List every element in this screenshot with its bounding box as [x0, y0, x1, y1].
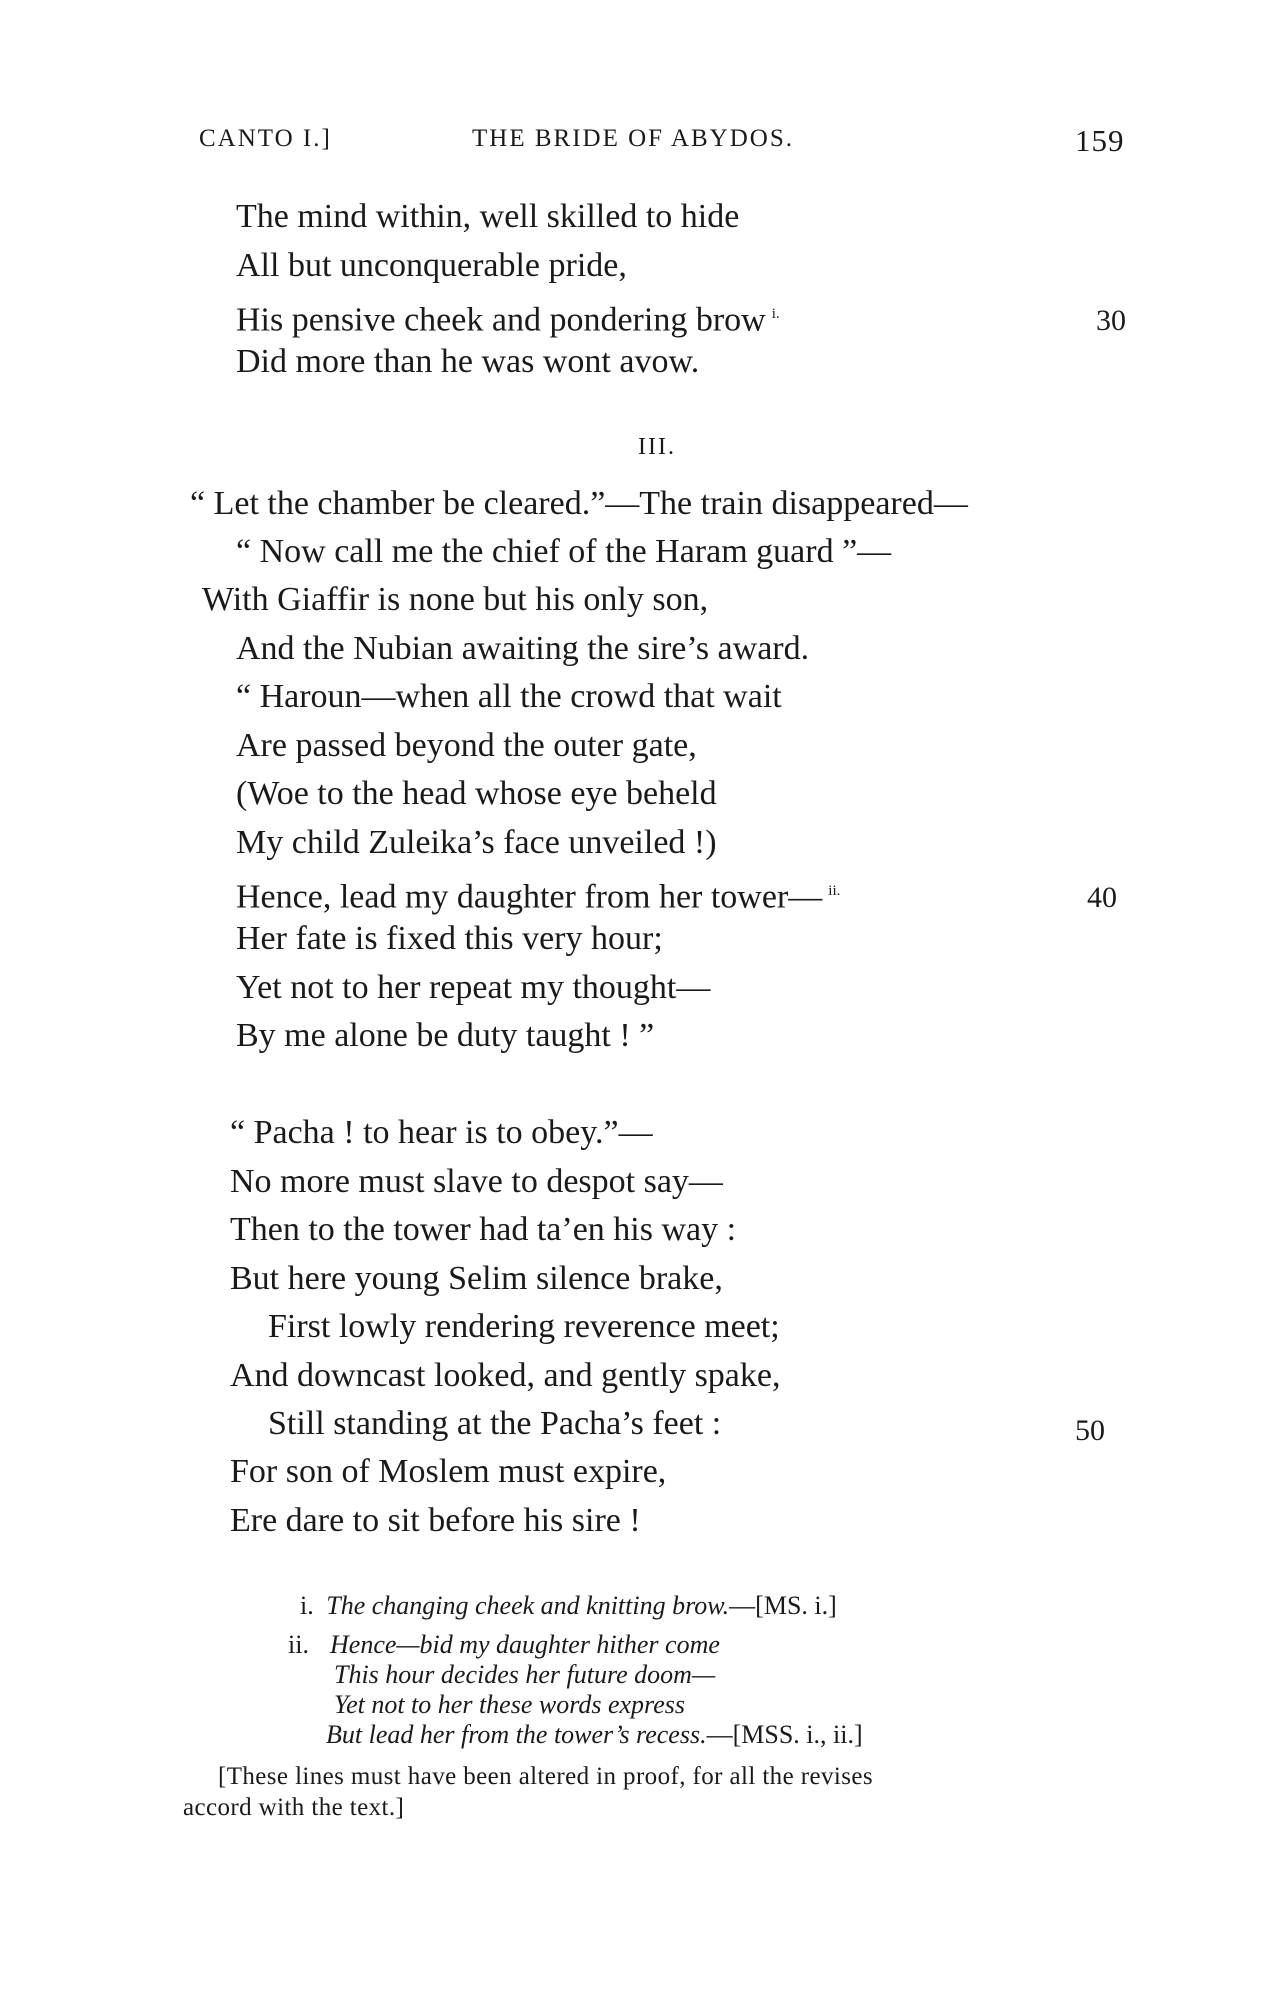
verse-line: But here young Selim silence brake,: [230, 1260, 723, 1297]
verse-line: No more must slave to despot say—: [230, 1163, 723, 1200]
verse-line: And downcast looked, and gently spake,: [230, 1357, 781, 1394]
verse-line: Still standing at the Pacha’s feet :: [268, 1405, 722, 1442]
footnote-marker: ii.: [828, 883, 841, 899]
verse-line: By me alone be duty taught ! ”: [236, 1017, 655, 1054]
verse-text: Hence, lead my daughter from her tower—: [236, 878, 823, 916]
verse-line: And the Nubian awaiting the sire’s award.: [236, 630, 810, 667]
footnote-label: i.: [300, 1591, 314, 1620]
canto-label: CANTO I.]: [199, 125, 332, 152]
footnote-variant: This hour decides her future doom—: [334, 1660, 716, 1689]
verse-line: “ Pacha ! to hear is to obey.”—: [230, 1114, 653, 1151]
line-number: 30: [1096, 304, 1126, 337]
verse-text: His pensive cheek and pondering brow: [236, 301, 766, 339]
editorial-note: accord with the text.]: [183, 1794, 405, 1821]
page-number: 159: [1075, 123, 1125, 158]
footnote-source: —[MS. i.]: [729, 1591, 837, 1620]
footnote-source: —[MSS. i., ii.]: [706, 1720, 863, 1749]
verse-line: [236, 871, 840, 917]
verse-line: “ Haroun—when all the crowd that wait: [236, 678, 782, 715]
verse-line: (Woe to the head whose eye beheld: [236, 775, 717, 812]
verse-line: [236, 294, 780, 340]
line-number: 40: [1087, 881, 1117, 914]
verse-line: For son of Moslem must expire,: [230, 1453, 667, 1490]
verse-line: “ Let the chamber be cleared.”—The train disappeared—: [190, 485, 968, 522]
footnote-variant: But lead her from the tower’s recess.: [326, 1720, 707, 1749]
verse-line: Are passed beyond the outer gate,: [236, 727, 697, 764]
footnote-marker: i.: [771, 306, 780, 322]
editorial-note: [These lines must have been altered in proof, for all the revises: [218, 1763, 873, 1790]
verse-line: Ere dare to sit before his sire !: [230, 1502, 641, 1539]
footnote: [326, 1720, 863, 1750]
section-heading: III.: [638, 434, 676, 460]
footnote-label: ii.: [288, 1630, 309, 1659]
verse-line: Did more than he was wont avow.: [236, 343, 700, 380]
running-title: THE BRIDE OF ABYDOS.: [472, 125, 794, 152]
verse-line: All but unconquerable pride,: [236, 247, 627, 284]
footnote: [300, 1591, 837, 1621]
verse-line: “ Now call me the chief of the Haram guard ”—: [236, 533, 892, 570]
verse-line: My child Zuleika’s face unveiled !): [236, 824, 717, 861]
line-number: 50: [1075, 1414, 1105, 1447]
verse-line: With Giaffir is none but his only son,: [202, 581, 709, 618]
footnote-variant: Yet not to her these words express: [334, 1690, 685, 1719]
verse-line: The mind within, well skilled to hide: [236, 198, 740, 235]
footnote-variant: The changing cheek and knitting brow.: [326, 1591, 730, 1620]
verse-line: Her fate is fixed this very hour;: [236, 920, 663, 957]
footnote-variant: Hence—bid my daughter hither come: [330, 1630, 720, 1659]
verse-line: First lowly rendering reverence meet;: [268, 1308, 780, 1345]
verse-line: Yet not to her repeat my thought—: [236, 969, 711, 1006]
verse-line: Then to the tower had ta’en his way :: [230, 1211, 737, 1248]
